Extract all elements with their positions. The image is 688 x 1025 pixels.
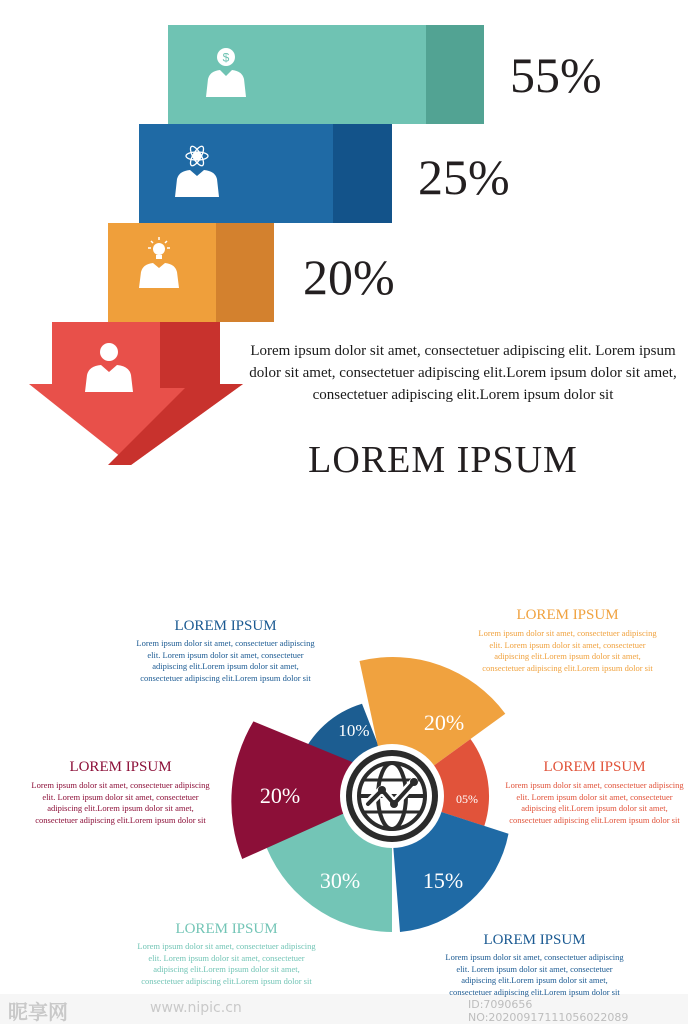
step-bar-3-shade: [216, 223, 274, 322]
callout-text-bottom-right: Lorem ipsum dolor sit amet, consectetuer adipiscing elit. Lorem ipsum dolor sit amet, consectetuer adipiscing elit.Lorem ipsum dolor sit amet, consectetuer adipiscing elit.Lorem ipsum dolor sit: [445, 952, 624, 997]
callout-text-top-right: Lorem ipsum dolor sit amet, consectetuer adipiscing elit. Lorem ipsum dolor sit amet, consectetuer adipiscing elit.Lorem ipsum dolor sit amet, consectetuer adipiscing elit.Lorem ipsum dolor sit: [478, 628, 657, 673]
watermark-logo: 昵享网: [8, 1000, 68, 1024]
watermark-url: www.nipic.cn: [150, 1000, 242, 1016]
donut-label-05: 05%: [456, 792, 478, 806]
svg-text:$: $: [222, 50, 230, 65]
callout-text-left: Lorem ipsum dolor sit amet, consectetuer adipiscing elit. Lorem ipsum dolor sit amet, consectetuer adipiscing elit.Lorem ipsum dolor sit amet, consectetuer adipiscing elit.Lorem ipsum dolor sit: [31, 780, 210, 825]
donut-label-15: 15%: [422, 868, 464, 893]
callout-title-right: LOREM IPSUM: [543, 759, 646, 775]
step-value-1: 55%: [510, 47, 602, 103]
step-bar-2-shade: [333, 124, 392, 223]
callout-text-right: Lorem ipsum dolor sit amet, consectetuer adipiscing elit. Lorem ipsum dolor sit amet, consectetuer adipiscing elit.Lorem ipsum dolor sit amet, consectetuer adipiscing elit.Lorem ipsum dolor sit: [505, 780, 684, 825]
callout-title-left: LOREM IPSUM: [69, 759, 172, 775]
callout-title-top-right: LOREM IPSUM: [516, 607, 619, 623]
step-bar-1-shade: [426, 25, 484, 124]
callout-title-bottom-left: LOREM IPSUM: [175, 921, 278, 937]
globe-chart-icon: [346, 750, 438, 842]
callout-title-bottom-right: LOREM IPSUM: [483, 932, 586, 948]
callout-text-top-left: Lorem ipsum dolor sit amet, consectetuer adipiscing elit. Lorem ipsum dolor sit amet, consectetuer adipiscing elit.Lorem ipsum dolor sit amet, consectetuer adipiscing elit.Lorem ipsum dolor sit: [136, 638, 315, 683]
watermark-id: ID:7090656 NO:20200917111056022089: [468, 998, 629, 1024]
donut-label-20-orange: 20%: [423, 710, 465, 735]
donut-label-20-maroon: 20%: [259, 783, 301, 808]
staircase-title: LOREM IPSUM: [308, 439, 578, 481]
callout-text-bottom-left: Lorem ipsum dolor sit amet, consectetuer adipiscing elit. Lorem ipsum dolor sit amet, consectetuer adipiscing elit.Lorem ipsum dolor sit amet, consectetuer adipiscing elit.Lorem ipsum dolor sit: [137, 941, 316, 986]
callout-title-top-left: LOREM IPSUM: [174, 618, 277, 634]
staircase-body-text: Lorem ipsum dolor sit amet, consectetuer adipiscing elit. Lorem ipsum dolor sit amet, consectetuer adipiscing elit.Lorem ipsum dolor sit amet, consectetuer adipiscing elit.Lorem ipsum dolor sit: [249, 343, 677, 403]
donut-label-10: 10%: [338, 721, 370, 740]
donut-label-30: 30%: [319, 868, 361, 893]
step-value-2: 25%: [418, 149, 510, 205]
step-value-3: 20%: [303, 249, 395, 305]
